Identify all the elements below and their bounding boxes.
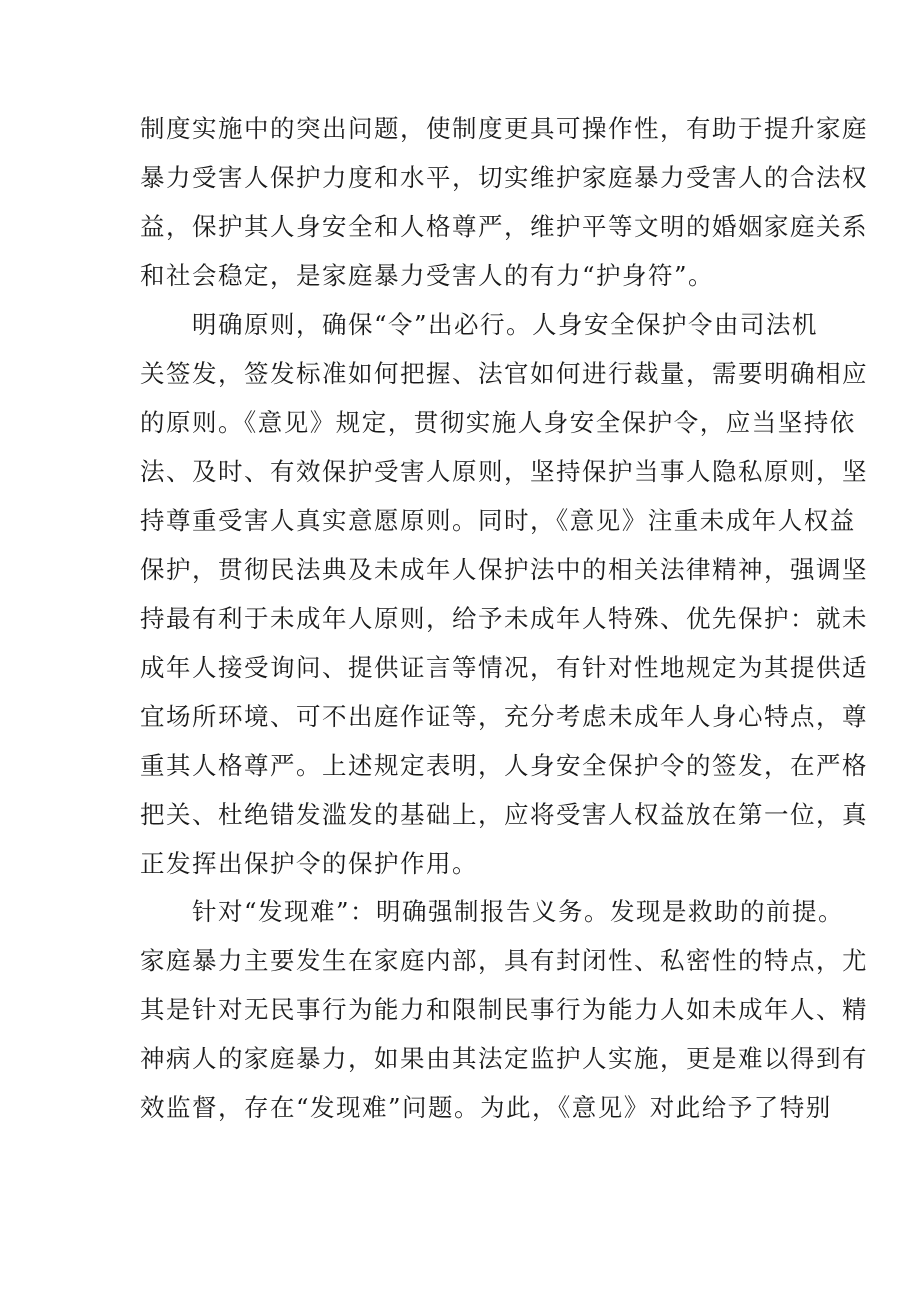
text-line: 持尊重受害人真实意愿原则。同时，《意见》注重未成年人权益 — [140, 506, 856, 535]
paragraph — [140, 300, 868, 888]
text-line: 益，保护其人身安全和人格尊严，维护平等文明的婚姻家庭关系 — [140, 212, 868, 241]
text-line: 家庭暴力主要发生在家庭内部，具有封闭性、私密性的特点，尤 — [140, 946, 868, 975]
text-line: 神病人的家庭暴力，如果由其法定监护人实施，更是难以得到有 — [140, 1044, 868, 1073]
text-line: 其是针对无民事行为能力和限制民事行为能力人如未成年人、精 — [140, 995, 868, 1024]
text-line: 关签发，签发标准如何把握、法官如何进行裁量，需要明确相应 — [140, 359, 868, 388]
text-line: 把关、杜绝错发滥发的基础上，应将受害人权益放在第一位，真 — [140, 800, 868, 829]
text-line: 正发挥出保护令的保护作用。 — [140, 849, 478, 878]
paragraph — [140, 104, 868, 300]
text-line: 保护，贯彻民法典及未成年人保护法中的相关法律精神，强调坚 — [140, 555, 868, 584]
text-line: 宜场所环境、可不出庭作证等，充分考虑未成年人身心特点，尊 — [140, 702, 868, 731]
text-line: 持最有利于未成年人原则，给予未成年人特殊、优先保护：就未 — [140, 604, 868, 633]
text-line: 效监督，存在“发现难”问题。为此，《意见》对此给予了特别 — [140, 1093, 832, 1122]
text-line: 成年人接受询问、提供证言等情况，有针对性地规定为其提供适 — [140, 653, 868, 682]
text-line: 暴力受害人保护力度和水平，切实维护家庭暴力受害人的合法权 — [140, 163, 868, 192]
text-line-indented: 明确原则，确保“令”出必行。人身安全保护令由司法机 — [192, 310, 819, 339]
text-line: 的原则。《意见》规定，贯彻实施人身安全保护令，应当坚持依 — [140, 408, 856, 437]
text-line: 法、及时、有效保护受害人原则，坚持保护当事人隐私原则，坚 — [140, 457, 868, 486]
paragraph — [140, 887, 868, 1132]
text-line: 制度实施中的突出问题，使制度更具可操作性，有助于提升家庭 — [140, 114, 868, 143]
text-line-indented: 针对“发现难”：明确强制报告义务。发现是救助的前提。 — [192, 897, 845, 926]
text-line: 和社会稳定，是家庭暴力受害人的有力“护身符”。 — [140, 261, 715, 290]
text-line: 重其人格尊严。上述规定表明，人身安全保护令的签发，在严格 — [140, 751, 868, 780]
